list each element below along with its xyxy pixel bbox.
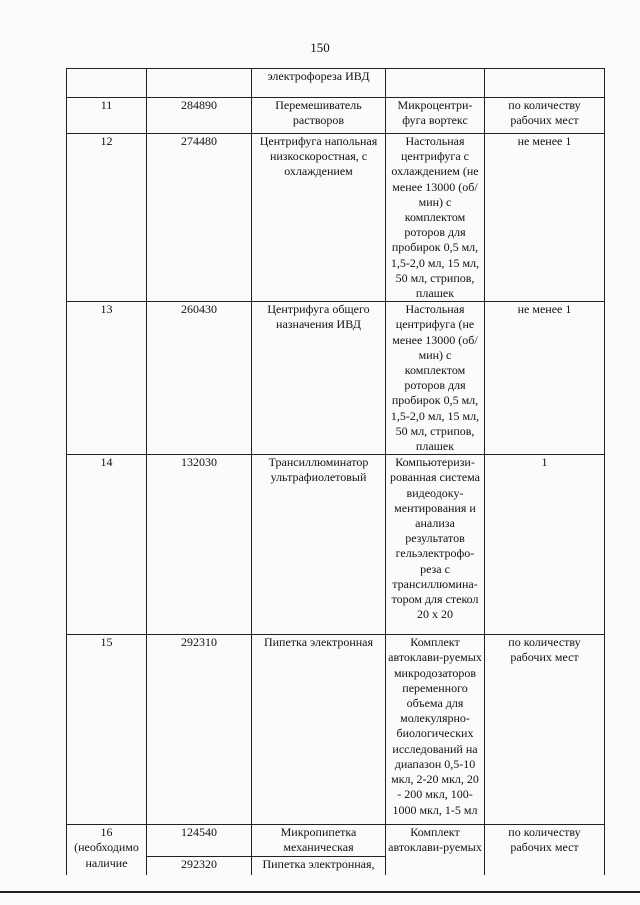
- cell-code: 124540: [147, 825, 252, 857]
- cell-qty: по количеству рабочих мест: [485, 98, 605, 134]
- cell-spec: Компьютеризи-рованная система видеодоку-ментирования и анализа результатов гельэлектрофо-реза с трансиллюмина-тором для стекол 20 х 20: [386, 455, 485, 635]
- cell-code: 274480: [147, 134, 252, 302]
- cell-code: [147, 69, 252, 98]
- table-row: [67, 455, 605, 635]
- cell-code: 260430: [147, 302, 252, 455]
- cell-spec: Комплект автоклави-руемых: [386, 825, 485, 875]
- cell-name: Центрифуга общего назначения ИВД: [252, 302, 386, 455]
- cell-qty: [485, 69, 605, 98]
- cell-name: электрофореза ИВД: [252, 69, 386, 98]
- cell-name: Трансиллюминатор ультрафиолетовый: [252, 455, 386, 635]
- cell-num: 13: [67, 302, 147, 455]
- table-row: [67, 134, 605, 302]
- cell-code: 292320: [147, 857, 252, 875]
- cell-num: 16 (необходимо наличие: [67, 825, 147, 875]
- page-number: 150: [310, 40, 330, 55]
- equipment-table: [66, 68, 605, 875]
- cell-qty: по количеству рабочих мест: [485, 825, 605, 875]
- cell-spec: Микроцентри-фуга вортекс: [386, 98, 485, 134]
- cell-num: [67, 69, 147, 98]
- cell-name: Пипетка электронная: [252, 635, 386, 825]
- cell-num: 15: [67, 635, 147, 825]
- table-row: [67, 635, 605, 825]
- table-row: [67, 98, 605, 134]
- cell-qty: не менее 1: [485, 302, 605, 455]
- cell-name: Пипетка электронная,: [252, 857, 386, 875]
- cell-name: Перемешиватель растворов: [252, 98, 386, 134]
- cell-qty: не менее 1: [485, 134, 605, 302]
- cell-name: Центрифуга напольная низкоскоростная, с охлаждением: [252, 134, 386, 302]
- page-bottom-border: [0, 891, 640, 893]
- cell-qty: по количеству рабочих мест: [485, 635, 605, 825]
- cell-name: Микропипетка механическая: [252, 825, 386, 857]
- cell-spec: [386, 69, 485, 98]
- cell-code: 132030: [147, 455, 252, 635]
- cell-code: 284890: [147, 98, 252, 134]
- cell-spec: Настольная центрифуга (не менее 13000 (об/мин) с комплектом роторов для пробирок 0,5 мл, 1,5-2,0 мл, 15 мл, 50 мл, стрипов, плашек: [386, 302, 485, 455]
- cell-num: 14: [67, 455, 147, 635]
- cell-code: 292310: [147, 635, 252, 825]
- cell-spec: Настольная центрифуга с охлаждением (не менее 13000 (об/мин) с комплектом роторов для пробирок 0,5 мл, 1,5-2,0 мл, 15 мл, 50 мл, стрипов, плашек: [386, 134, 485, 302]
- table-row: [67, 302, 605, 455]
- table-row: [67, 69, 605, 98]
- table-row: [67, 825, 605, 857]
- cell-num: 11: [67, 98, 147, 134]
- cell-spec: Комплект автоклави-руемых микродозаторов переменного объема для молекулярно-биологических исследований на диапазон 0,5-10 мкл, 2-20 мкл, 20 - 200 мкл, 100-1000 мкл, 1-5 мл: [386, 635, 485, 825]
- cell-qty: 1: [485, 455, 605, 635]
- cell-num: 12: [67, 134, 147, 302]
